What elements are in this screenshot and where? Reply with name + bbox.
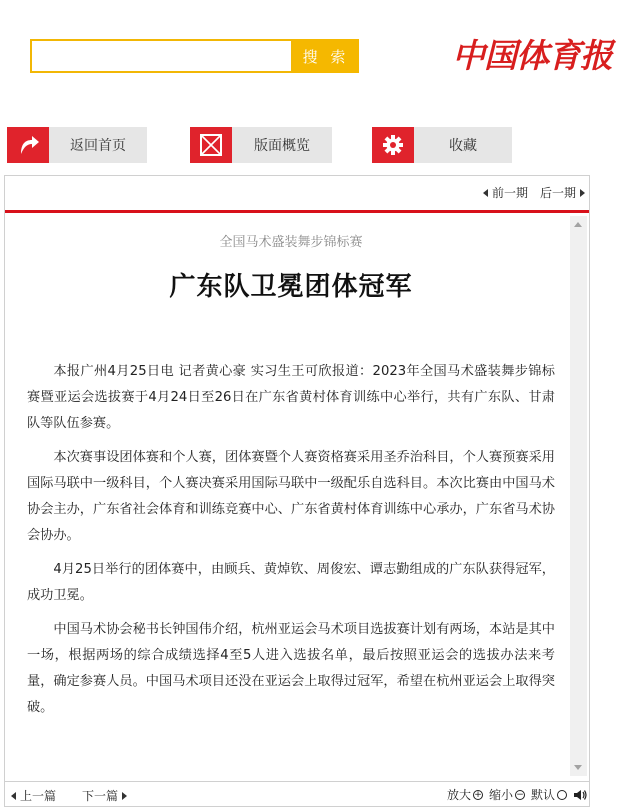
article-content [27,216,555,721]
triangle-left-icon [11,792,16,800]
speaker-icon [573,788,587,802]
plus-icon: + [474,789,482,800]
scroll-down-icon[interactable] [574,765,582,770]
speaker-button[interactable] [573,788,587,802]
article-title: 广东队卫冕团体冠军 [169,272,413,302]
article-paragraph: 本报广州4月25日电 记者黄心豪 实习生王可欣报道：2023年全国马术盛装舞步锦标赛暨亚运会选拔赛于4月24日至26日在广东省黄村体育训练中心举行，共有广东队、甘肃队等队伍参赛。 [27,364,555,431]
page-overview-label: 版面概览 [254,138,310,154]
scroll-up-icon[interactable] [574,222,582,227]
triangle-left-icon [483,189,488,197]
article-paragraph: 本次赛事设团体赛和个人赛，团体赛暨个人赛资格赛采用圣乔治科目，个人赛预赛采用国际马联中一级科目，个人赛决赛采用国际马联中一级配乐自选科目。本次比赛由中国马术协会主办，广东省社会体育和训练竞赛中心、广东省黄村体育训练中心承办，广东省马术协会协办。 [27,450,555,543]
envelope-icon [190,127,232,163]
triangle-right-icon [580,189,585,197]
article-kicker: 全国马术盛装舞步锦标赛 [219,235,363,250]
home-button[interactable] [7,127,147,163]
circle-icon [557,790,567,800]
article-footer-bar [5,781,589,806]
article-frame [4,175,590,807]
period-nav [483,184,585,201]
gear-icon [372,127,414,163]
header-divider [5,210,589,213]
back-arrow-icon [7,127,49,163]
previous-issue-link[interactable]: 前一期 [483,184,528,201]
default-size-button[interactable]: 默认 [531,786,567,803]
next-article-link[interactable]: 下一篇 [82,787,127,804]
search-button[interactable]: 搜 索 [293,39,359,73]
search-input[interactable] [30,39,293,73]
previous-article-link[interactable]: 上一篇 [11,787,56,804]
minus-icon: − [516,789,524,800]
newspaper-logo[interactable]: 中国体育报 [452,36,612,75]
favorite-button[interactable] [372,127,512,163]
article-paragraph: 中国马术协会秘书长钟国伟介绍，杭州亚运会马术项目选拔赛计划有两场，本站是其中一场，根据两场的综合成绩选择4至5人进入选拔名单，最后按照亚运会的选拔办法来考量，确定参赛人员。中国马术项目还没在亚运会上取得过冠军，希望在杭州亚运会上取得突破。 [27,622,555,715]
article-paragraph: 4月25日举行的团体赛中，由顾兵、黄焯钦、周俊宏、谭志勤组成的广东队获得冠军，成功卫冕。 [27,562,555,603]
page-overview-button[interactable] [190,127,332,163]
favorite-label: 收藏 [449,138,477,154]
home-button-label: 返回首页 [70,138,126,154]
zoom-out-button[interactable]: 缩小 − [488,788,524,802]
triangle-right-icon [122,792,127,800]
zoom-in-button[interactable]: 放大 + [446,788,482,802]
vertical-scrollbar[interactable] [570,216,587,776]
next-issue-link[interactable]: 后一期 [540,184,585,201]
